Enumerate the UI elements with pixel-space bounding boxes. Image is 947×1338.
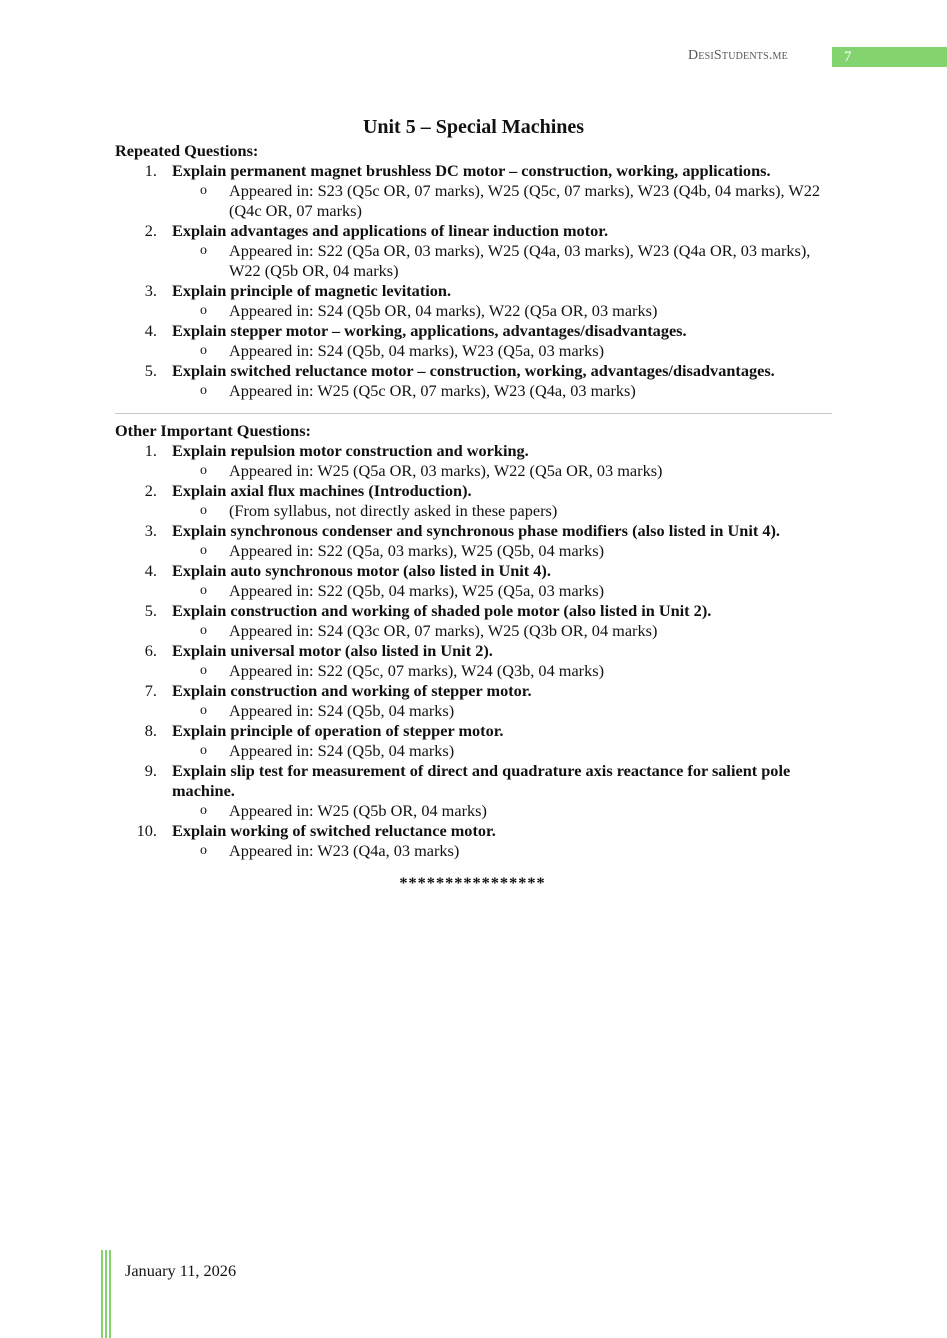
question-number: 5. bbox=[144, 361, 157, 380]
note-text: Appeared in: S22 (Q5a OR, 03 marks), W25 (Q4a, 03 marks), W23 (Q4a OR, 03 marks), W22 (Q5b OR, 04 marks) bbox=[229, 241, 811, 280]
question-item bbox=[115, 521, 835, 541]
bullet-icon: o bbox=[200, 803, 207, 818]
question-text: Explain repulsion motor construction and working. bbox=[172, 441, 529, 460]
appearance-note bbox=[115, 381, 835, 401]
appearance-note bbox=[115, 841, 835, 861]
appearance-note bbox=[115, 461, 835, 481]
question-text: Explain axial flux machines (Introduction). bbox=[172, 481, 472, 500]
appearance-note bbox=[115, 661, 835, 681]
question-text: Explain switched reluctance motor – construction, working, advantages/disadvantages. bbox=[172, 361, 775, 380]
question-number: 4. bbox=[144, 561, 157, 580]
question-text: Explain synchronous condenser and synchronous phase modifiers (also listed in Unit 4). bbox=[172, 521, 780, 540]
question-item bbox=[115, 601, 835, 621]
bullet-icon: o bbox=[200, 183, 207, 198]
repeated-questions-list bbox=[115, 161, 835, 401]
question-item bbox=[115, 481, 835, 501]
appearance-note bbox=[115, 581, 835, 601]
question-text: Explain advantages and applications of linear induction motor. bbox=[172, 221, 609, 240]
appearance-note bbox=[115, 621, 835, 641]
note-text: Appeared in: S24 (Q5b, 04 marks) bbox=[229, 741, 455, 760]
divider bbox=[115, 413, 832, 414]
bullet-icon: o bbox=[200, 463, 207, 478]
question-item bbox=[115, 641, 835, 661]
appearance-note bbox=[115, 241, 835, 281]
question-item bbox=[115, 321, 835, 341]
note-text: Appeared in: S24 (Q5b, 04 marks) bbox=[229, 701, 455, 720]
question-item bbox=[115, 441, 835, 461]
question-item bbox=[115, 281, 835, 301]
appearance-note bbox=[115, 341, 835, 361]
question-number: 4. bbox=[144, 321, 157, 340]
note-text: Appeared in: S24 (Q5b, 04 marks), W23 (Q5a, 03 marks) bbox=[229, 341, 604, 360]
appearance-note bbox=[115, 801, 835, 821]
note-text: (From syllabus, not directly asked in these papers) bbox=[229, 501, 558, 520]
question-item bbox=[115, 721, 835, 741]
appearance-note bbox=[115, 541, 835, 561]
other-questions-list bbox=[115, 441, 835, 861]
question-text: Explain universal motor (also listed in Unit 2). bbox=[172, 641, 493, 660]
note-text: Appeared in: W25 (Q5a OR, 03 marks), W22 (Q5a OR, 03 marks) bbox=[229, 461, 663, 480]
question-item bbox=[115, 361, 835, 381]
bullet-icon: o bbox=[200, 303, 207, 318]
question-text: Explain construction and working of shaded pole motor (also listed in Unit 2). bbox=[172, 601, 712, 620]
question-number: 6. bbox=[144, 641, 157, 660]
appearance-note bbox=[115, 301, 835, 321]
question-text: Explain stepper motor – working, applications, advantages/disadvantages. bbox=[172, 321, 687, 340]
note-text: Appeared in: S22 (Q5b, 04 marks), W25 (Q5a, 03 marks) bbox=[229, 581, 604, 600]
question-number: 9. bbox=[144, 761, 157, 780]
note-text: Appeared in: S24 (Q3c OR, 07 marks), W25 (Q3b OR, 04 marks) bbox=[229, 621, 658, 640]
footer-date: January 11, 2026 bbox=[125, 1261, 237, 1280]
header-site-name: DesiStudents.me bbox=[688, 48, 788, 63]
question-text: Explain auto synchronous motor (also listed in Unit 4). bbox=[172, 561, 551, 580]
question-text: Explain permanent magnet brushless DC motor – construction, working, applications. bbox=[172, 161, 771, 180]
question-text: Explain working of switched reluctance motor. bbox=[172, 821, 496, 840]
footer-decoration bbox=[101, 1250, 113, 1338]
question-item bbox=[115, 761, 835, 801]
question-text: Explain slip test for measurement of direct and quadrature axis reactance for salient pole machine. bbox=[172, 761, 791, 800]
bullet-icon: o bbox=[200, 703, 207, 718]
question-number: 2. bbox=[144, 481, 157, 500]
note-text: Appeared in: S22 (Q5c, 07 marks), W24 (Q3b, 04 marks) bbox=[229, 661, 604, 680]
bullet-icon: o bbox=[200, 543, 207, 558]
note-text: Appeared in: S24 (Q5b OR, 04 marks), W22 (Q5a OR, 03 marks) bbox=[229, 301, 658, 320]
other-heading: Other Important Questions: bbox=[115, 421, 311, 440]
repeated-heading: Repeated Questions: bbox=[115, 141, 259, 160]
question-number: 8. bbox=[144, 721, 157, 740]
document-body bbox=[115, 141, 835, 893]
question-item bbox=[115, 681, 835, 701]
bullet-icon: o bbox=[200, 583, 207, 598]
question-text: Explain construction and working of stepper motor. bbox=[172, 681, 532, 700]
bullet-icon: o bbox=[200, 843, 207, 858]
question-item bbox=[115, 821, 835, 841]
bullet-icon: o bbox=[200, 503, 207, 518]
page-title: Unit 5 – Special Machines bbox=[362, 116, 585, 138]
note-text: Appeared in: S23 (Q5c OR, 07 marks), W25 (Q5c, 07 marks), W23 (Q4b, 04 marks), W22 (Q4c OR, 07 marks) bbox=[229, 181, 820, 220]
question-number: 1. bbox=[144, 161, 157, 180]
question-number: 3. bbox=[144, 281, 157, 300]
appearance-note bbox=[115, 181, 835, 221]
question-number: 3. bbox=[144, 521, 157, 540]
question-number: 2. bbox=[144, 221, 157, 240]
appearance-note bbox=[115, 741, 835, 761]
question-number: 10. bbox=[136, 821, 157, 840]
note-text: Appeared in: S22 (Q5a, 03 marks), W25 (Q5b, 04 marks) bbox=[229, 541, 604, 560]
bullet-icon: o bbox=[200, 663, 207, 678]
note-text: Appeared in: W25 (Q5c OR, 07 marks), W23 (Q4a, 03 marks) bbox=[229, 381, 636, 400]
bullet-icon: o bbox=[200, 243, 207, 258]
bullet-icon: o bbox=[200, 343, 207, 358]
question-number: 7. bbox=[144, 681, 157, 700]
bullet-icon: o bbox=[200, 743, 207, 758]
bullet-icon: o bbox=[200, 623, 207, 638]
question-item bbox=[115, 221, 835, 241]
question-text: Explain principle of magnetic levitation. bbox=[172, 281, 452, 300]
bullet-icon: o bbox=[200, 383, 207, 398]
note-text: Appeared in: W25 (Q5b OR, 04 marks) bbox=[229, 801, 487, 820]
question-text: Explain principle of operation of stepper motor. bbox=[172, 721, 504, 740]
header-page-number: 7 bbox=[832, 47, 947, 67]
note-text: Appeared in: W23 (Q4a, 03 marks) bbox=[229, 841, 460, 860]
appearance-note bbox=[115, 701, 835, 721]
end-mark: **************** bbox=[399, 873, 546, 892]
appearance-note bbox=[115, 501, 835, 521]
question-number: 5. bbox=[144, 601, 157, 620]
question-number: 1. bbox=[144, 441, 157, 460]
question-item bbox=[115, 561, 835, 581]
question-item bbox=[115, 161, 835, 181]
